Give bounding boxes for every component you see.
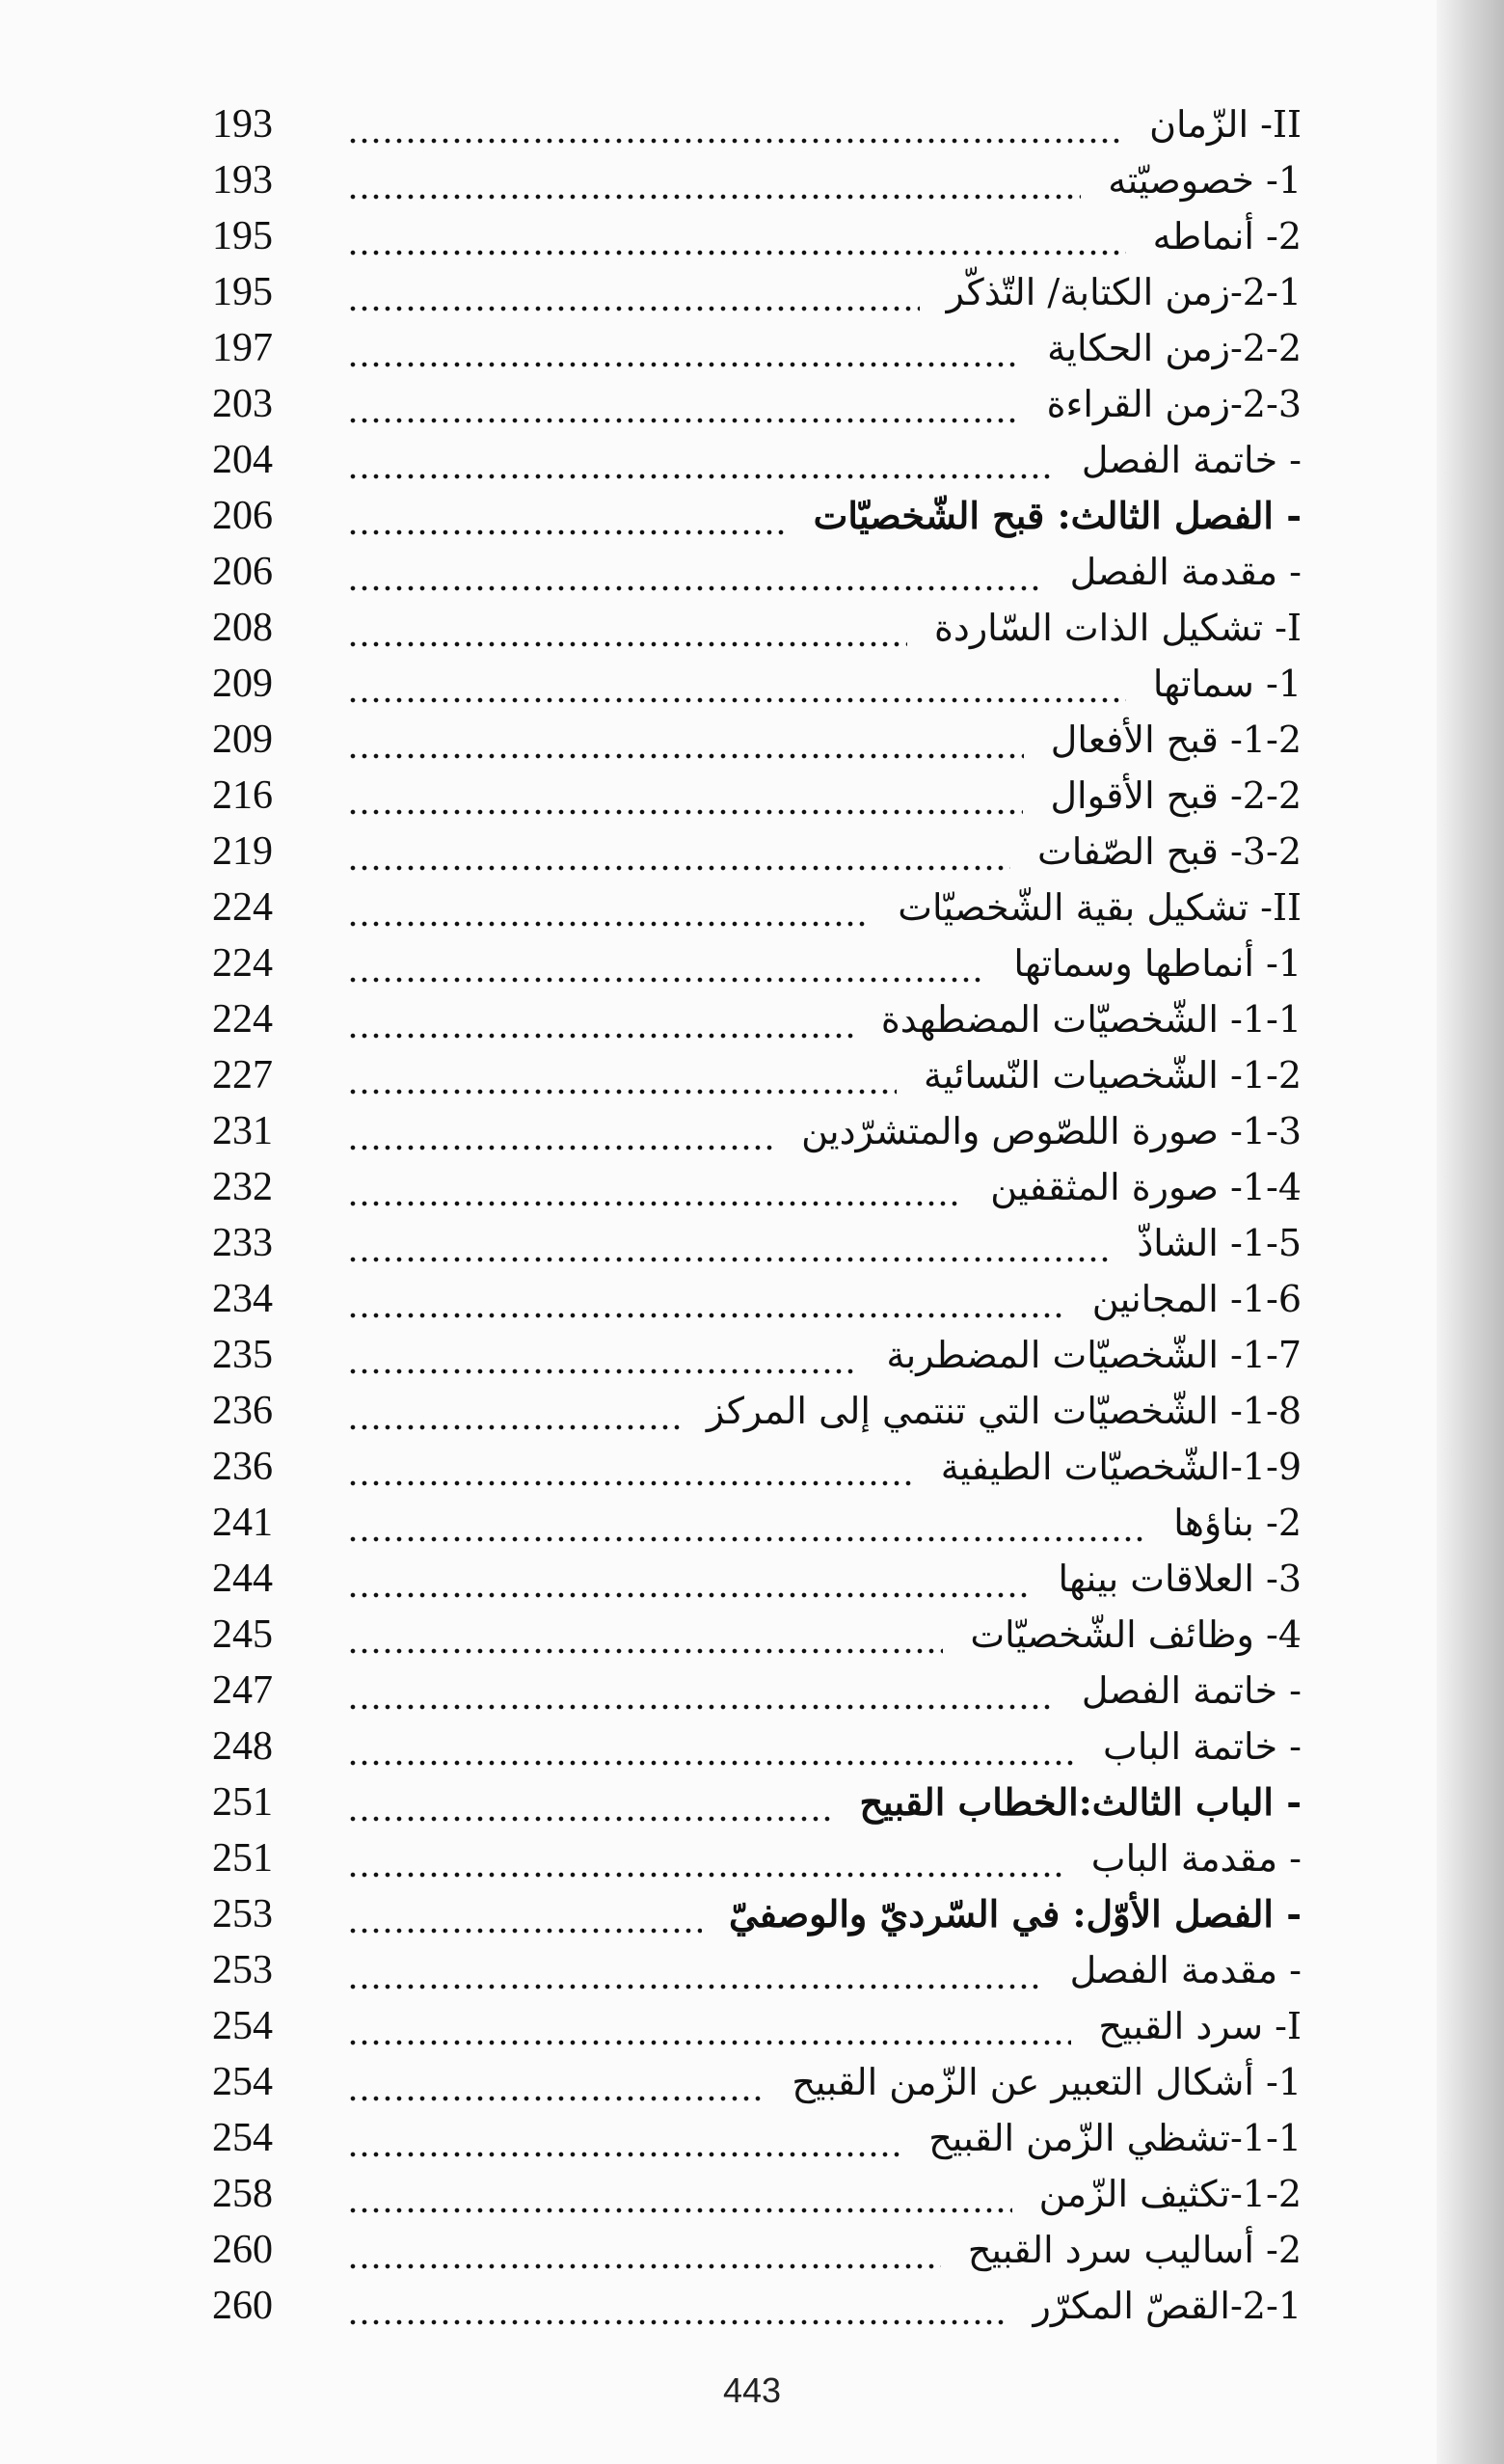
toc-entry bbox=[212, 1495, 1302, 1551]
dot-leader bbox=[347, 1830, 1064, 1886]
dot-leader bbox=[347, 1886, 702, 1942]
toc-entry-title: - مقدمة الفصل bbox=[1069, 1949, 1302, 1991]
toc-entry bbox=[212, 1998, 1302, 2054]
toc-entry-page: 204 bbox=[212, 438, 273, 482]
toc-entry-page: 197 bbox=[212, 326, 273, 370]
toc-entry-page: 209 bbox=[212, 718, 273, 762]
toc-entry-page: 241 bbox=[212, 1501, 273, 1545]
toc-entry-title: 1-2-تكثيف الزّمن bbox=[1038, 2173, 1302, 2215]
toc-entry-title: I- سرد القبيح bbox=[1098, 2005, 1302, 2047]
toc-entry-page: 224 bbox=[212, 941, 273, 986]
toc-entry bbox=[212, 1830, 1302, 1886]
toc-entry bbox=[212, 152, 1302, 208]
toc-entry-page: 248 bbox=[212, 1724, 273, 1769]
dot-leader bbox=[347, 152, 1081, 208]
dot-leader bbox=[347, 1663, 1055, 1719]
dot-leader bbox=[347, 880, 871, 935]
dot-leader bbox=[347, 2166, 1012, 2222]
toc-entry-title: 2-2- قبح الأقوال bbox=[1050, 774, 1302, 817]
toc-entry bbox=[212, 1942, 1302, 1998]
toc-entry bbox=[212, 2166, 1302, 2222]
toc-entry-page: 232 bbox=[212, 1165, 273, 1209]
toc-entry-title: 2- أساليب سرد القبيح bbox=[967, 2229, 1302, 2271]
toc-entry-page: 251 bbox=[212, 1836, 273, 1881]
toc-entry bbox=[212, 1103, 1302, 1159]
toc-entry bbox=[212, 488, 1302, 544]
toc-entry-title: 2- بناؤها bbox=[1173, 1502, 1302, 1544]
toc-entry-page: 231 bbox=[212, 1109, 273, 1153]
toc-entry-page: 195 bbox=[212, 214, 273, 258]
toc-entry bbox=[212, 208, 1302, 264]
toc-entry bbox=[212, 2222, 1302, 2278]
toc-entry bbox=[212, 1774, 1302, 1830]
toc-entry-page: 258 bbox=[212, 2172, 273, 2216]
toc-entry bbox=[212, 824, 1302, 880]
dot-leader bbox=[347, 1215, 1110, 1271]
toc-entry-title: 2-3-زمن القراءة bbox=[1046, 383, 1302, 425]
toc-entry bbox=[212, 600, 1302, 656]
toc-entry-title: 1-9-الشّخصيّات الطيفية bbox=[940, 1446, 1302, 1488]
toc-entry-title: 1- أشكال التعبير عن الزّمن القبيح bbox=[792, 2061, 1302, 2103]
toc-entry bbox=[212, 1383, 1302, 1439]
toc-entry-page: 260 bbox=[212, 2228, 273, 2272]
toc-entry-title: 4- وظائف الشّخصيّات bbox=[970, 1613, 1302, 1656]
table-of-contents bbox=[212, 96, 1302, 2334]
toc-entry-page: 224 bbox=[212, 885, 273, 930]
dot-leader bbox=[347, 1551, 1032, 1607]
toc-entry bbox=[212, 1551, 1302, 1607]
toc-entry bbox=[212, 1047, 1302, 1103]
dot-leader bbox=[347, 1047, 897, 1103]
toc-entry-page: 233 bbox=[212, 1221, 273, 1265]
toc-entry-title: 1-2- الشّخصيات النّسائية bbox=[923, 1054, 1302, 1097]
toc-entry-title: 2-1-زمن الكتابة/ التّذكّر bbox=[946, 271, 1302, 313]
toc-entry-title: 1-6- المجانين bbox=[1091, 1278, 1302, 1320]
dot-leader bbox=[347, 768, 1023, 824]
toc-entry-page: 245 bbox=[212, 1612, 273, 1657]
toc-entry bbox=[212, 1327, 1302, 1383]
toc-entry bbox=[212, 544, 1302, 600]
toc-entry-title: 2-2-زمن الحكاية bbox=[1047, 327, 1302, 369]
toc-entry bbox=[212, 1159, 1302, 1215]
dot-leader bbox=[347, 600, 907, 656]
toc-entry-title: 3-2- قبح الصّفات bbox=[1036, 830, 1302, 873]
toc-entry bbox=[212, 2110, 1302, 2166]
dot-leader bbox=[347, 1383, 680, 1439]
page-edge-shadow bbox=[1437, 0, 1504, 2464]
dot-leader bbox=[347, 824, 1010, 880]
toc-entry-title: I- تشكيل الذات السّاردة bbox=[933, 607, 1302, 649]
toc-entry-page: 254 bbox=[212, 2060, 273, 2104]
toc-entry-page: 224 bbox=[212, 997, 273, 1042]
toc-entry-page: 206 bbox=[212, 550, 273, 594]
dot-leader bbox=[347, 1439, 914, 1495]
toc-entry-page: 253 bbox=[212, 1892, 273, 1936]
dot-leader bbox=[347, 2278, 1007, 2334]
dot-leader bbox=[347, 544, 1043, 600]
dot-leader bbox=[347, 991, 854, 1047]
dot-leader bbox=[347, 2054, 765, 2110]
toc-entry-title: - مقدمة الفصل bbox=[1069, 551, 1302, 593]
toc-entry-page: 236 bbox=[212, 1445, 273, 1489]
toc-entry bbox=[212, 768, 1302, 824]
dot-leader bbox=[347, 2222, 941, 2278]
toc-entry-title: 1-3- صورة اللصّوص والمتشرّدين bbox=[801, 1110, 1302, 1152]
toc-entry-title: - مقدمة الباب bbox=[1090, 1837, 1302, 1880]
toc-entry-title: 1- سماتها bbox=[1152, 663, 1302, 705]
toc-entry bbox=[212, 935, 1302, 991]
toc-entry bbox=[212, 432, 1302, 488]
dot-leader bbox=[347, 96, 1122, 152]
toc-entry-title: 1- أنماطها وسماتها bbox=[1013, 942, 1302, 985]
toc-entry bbox=[212, 1607, 1302, 1663]
toc-entry bbox=[212, 2278, 1302, 2334]
toc-entry-page: 235 bbox=[212, 1333, 273, 1377]
toc-entry-title: 1-5- الشاذّ bbox=[1137, 1222, 1302, 1264]
dot-leader bbox=[347, 1607, 943, 1663]
toc-entry-page: 216 bbox=[212, 773, 273, 818]
toc-entry bbox=[212, 376, 1302, 432]
toc-entry bbox=[212, 656, 1302, 712]
toc-entry-page: 254 bbox=[212, 2004, 273, 2048]
toc-entry-page: 209 bbox=[212, 662, 273, 706]
toc-entry-title: - الفصل الأوّل: في السّرديّ والوصفيّ bbox=[728, 1892, 1302, 1936]
dot-leader bbox=[347, 712, 1024, 768]
dot-leader bbox=[347, 1719, 1076, 1774]
dot-leader bbox=[347, 1159, 963, 1215]
dot-leader bbox=[347, 2110, 901, 2166]
toc-entry-title: - خاتمة الباب bbox=[1103, 1725, 1302, 1768]
toc-entry-page: 195 bbox=[212, 270, 273, 314]
toc-entry-title: 3- العلاقات بينها bbox=[1058, 1557, 1302, 1600]
toc-entry bbox=[212, 1439, 1302, 1495]
toc-entry-page: 193 bbox=[212, 158, 273, 203]
toc-entry bbox=[212, 1719, 1302, 1774]
toc-entry-page: 236 bbox=[212, 1389, 273, 1433]
toc-entry-page: 247 bbox=[212, 1668, 273, 1713]
toc-entry bbox=[212, 991, 1302, 1047]
dot-leader bbox=[347, 1103, 774, 1159]
toc-entry bbox=[212, 320, 1302, 376]
toc-entry-page: 260 bbox=[212, 2284, 273, 2328]
toc-entry-title: 2- أنماطه bbox=[1152, 215, 1302, 257]
toc-entry bbox=[212, 96, 1302, 152]
dot-leader bbox=[347, 488, 787, 544]
toc-entry-title: 1- خصوصيّته bbox=[1108, 159, 1302, 202]
dot-leader bbox=[347, 432, 1055, 488]
toc-entry-page: 193 bbox=[212, 102, 273, 147]
toc-entry-title: 1-1- الشّخصيّات المضطهدة bbox=[880, 998, 1302, 1041]
dot-leader bbox=[347, 656, 1126, 712]
toc-entry-title: - الباب الثالث:الخطاب القبيح bbox=[859, 1780, 1302, 1824]
dot-leader bbox=[347, 208, 1126, 264]
toc-entry bbox=[212, 880, 1302, 935]
toc-entry-title: - الفصل الثالث: قبح الشّخصيّات bbox=[813, 494, 1302, 537]
toc-entry-page: 227 bbox=[212, 1053, 273, 1097]
dot-leader bbox=[347, 264, 920, 320]
dot-leader bbox=[347, 1998, 1071, 2054]
toc-entry-page: 206 bbox=[212, 494, 273, 538]
toc-entry-title: - خاتمة الفصل bbox=[1081, 439, 1302, 481]
toc-entry-title: - خاتمة الفصل bbox=[1081, 1669, 1302, 1712]
toc-entry-page: 254 bbox=[212, 2116, 273, 2160]
toc-entry-page: 203 bbox=[212, 382, 273, 426]
toc-entry bbox=[212, 1886, 1302, 1942]
toc-entry-title: 1-8- الشّخصيّات التي تنتمي إلى المركز bbox=[706, 1390, 1302, 1432]
toc-entry bbox=[212, 1271, 1302, 1327]
dot-leader bbox=[347, 320, 1020, 376]
toc-entry-title: 1-2- قبح الأفعال bbox=[1050, 718, 1302, 761]
dot-leader bbox=[347, 935, 986, 991]
toc-entry-page: 253 bbox=[212, 1948, 273, 1992]
toc-entry bbox=[212, 2054, 1302, 2110]
toc-entry-title: II- تشكيل بقية الشّخصيّات bbox=[898, 886, 1302, 929]
toc-entry-title: II- الزّمان bbox=[1149, 103, 1302, 146]
toc-entry bbox=[212, 712, 1302, 768]
dot-leader bbox=[347, 1942, 1043, 1998]
toc-entry-page: 219 bbox=[212, 829, 273, 874]
toc-entry-page: 244 bbox=[212, 1557, 273, 1601]
dot-leader bbox=[347, 376, 1020, 432]
dot-leader bbox=[347, 1271, 1065, 1327]
toc-entry bbox=[212, 264, 1302, 320]
toc-entry-title: 1-4- صورة المثقفين bbox=[990, 1166, 1302, 1208]
dot-leader bbox=[347, 1774, 832, 1830]
toc-entry-page: 251 bbox=[212, 1780, 273, 1825]
toc-entry-title: 1-1-تشظي الزّمن القبيح bbox=[928, 2117, 1302, 2159]
toc-entry-title: 2-1-القصّ المكرّر bbox=[1033, 2285, 1302, 2327]
toc-entry-page: 208 bbox=[212, 606, 273, 650]
toc-entry-page: 234 bbox=[212, 1277, 273, 1321]
toc-entry bbox=[212, 1215, 1302, 1271]
dot-leader bbox=[347, 1495, 1146, 1551]
toc-entry-title: 1-7- الشّخصيّات المضطربة bbox=[886, 1334, 1302, 1376]
toc-entry bbox=[212, 1663, 1302, 1719]
page-number: 443 bbox=[722, 2370, 782, 2410]
dot-leader bbox=[347, 1327, 859, 1383]
